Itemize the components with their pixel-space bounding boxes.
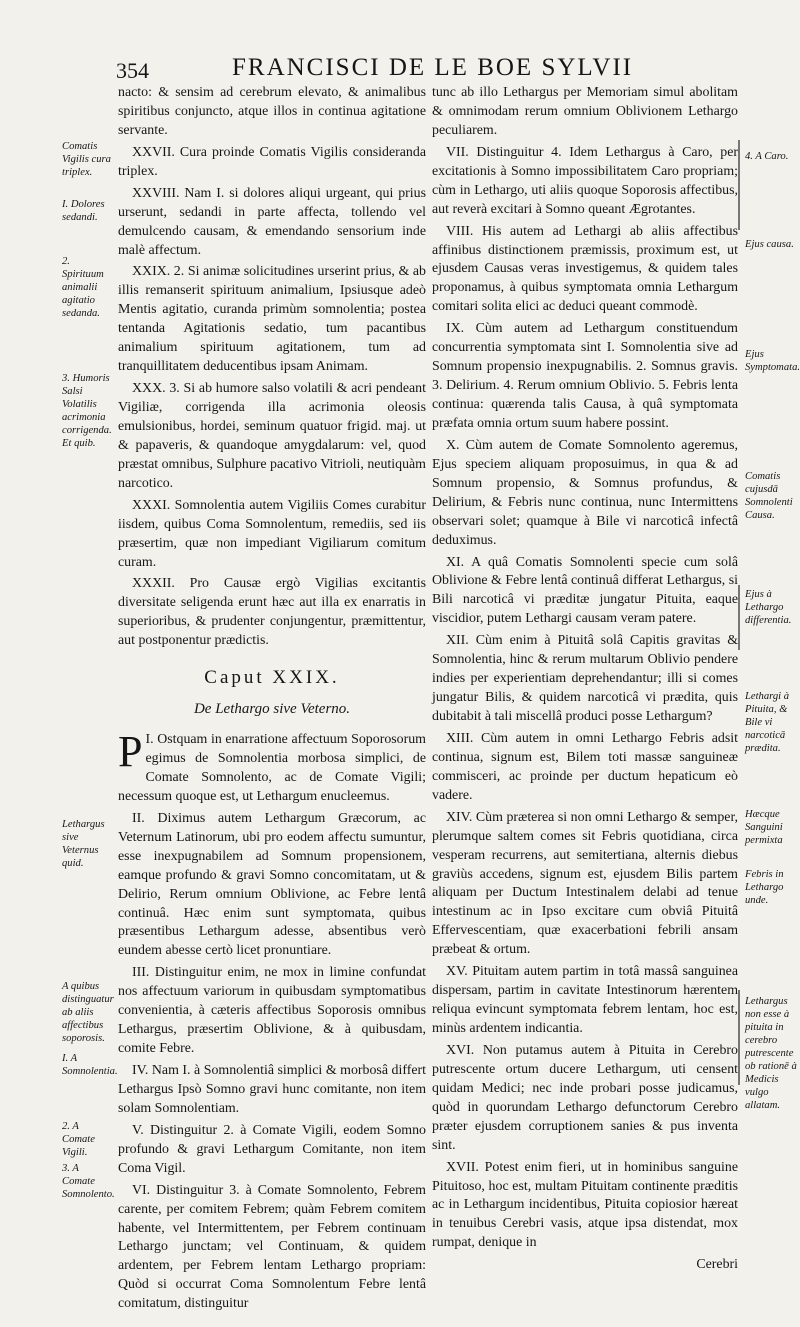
paragraph: III. Distinguitur enim, ne mox in limine confundat nos affectuum variorum in quibusdam symptomatibus convenientia, à cæteris affectibus Soporosis omnibus Lethargus, præsertim Oblivione, & à quibusdam, comite Febre.: [118, 965, 426, 1057]
paragraph: VIII. His autem ad Lethargi ab aliis affectibus affinibus distinctionem præmissis, proximum est, ut ejusdem Causas veras investigemus, & quidem tales proponamus, à quibus symptomata omnia Lethargum comitari solita elici ac deduci queant commodè.: [432, 223, 738, 315]
paragraph: XXX. 3. Si ab humore salso volatili & acri pendeant Vigiliæ, corrigenda illa acrimonia oleosis emulsionibus, hordei, seminum quatuor frigid. maj. ut & papaveris, & quandoque amygdalarum: vel, quod præstat omnibus, Sulphure pacativo Vitrioli, neutiquàm narcotico.: [118, 381, 426, 491]
paragraph: XXVIII. Nam I. si dolores aliqui urgeant, qui prius urserunt, sedandi in parte affecta, tollendo vel demulcendo causam, & emendando sensorium inde malè affectum.: [118, 185, 426, 258]
paragraph: XXVII. Cura proinde Comatis Vigilis considerandа triplex.: [118, 144, 426, 179]
margin-note: Hæcque Sanguini permixta: [745, 809, 783, 846]
catchword: Cerebri: [696, 1257, 738, 1273]
paragraph: VII. Distinguitur 4. Idem Lethargus à Caro, per excitationis à Somno impossibilitatem Caro propriam; cùm in Lethargo, uti aliis quoque Soporosis affectibus, aut reverà excitari à Somno queant Ægrotantes.: [432, 144, 738, 217]
paragraph: XXXI. Somnolentia autem Vigiliis Comes curabitur iisdem, quibus Coma Somnolentum, remediis, sed iis præsertim, quæ non impediant Vigiliarum comitum curam.: [118, 497, 426, 570]
drop-cap: P: [118, 727, 143, 777]
paragraph: IV. Nam I. à Somnolentiâ simplici & morbosâ differt Lethargus Ipsò Somno gravi hunc comitante, non item solam Somnolentiam.: [118, 1063, 426, 1116]
paragraph: XIV. Cùm præterea si non omni Lethargo & semper, plerumque saltem comes sit Febris quotidiana, circa vesperam recurrens, aut semitertiana, alternis diebus graviùs accedens, signum est, ejusdem Bilis partem aliquam per Ductum Intestinalem delabi ad tenue intestinum ac in Ipso excitare cum obviâ Pituitâ Effervescentiam, quæ exacerbationi febrili ansam præbeat & ortum.: [432, 809, 738, 958]
paragraph: XXIX. 2. Si animæ solicitudines urserint prius, & ab illis remanserit spirituum animalium, Ipsiusque adeò Mentis agitatio, curanda primùm somnolentia; postea tentanda Agitationis sedatio, tum pacantibus animalium spirituum agitationem, tum ad tranquillitatem deducentibus ipsam Animam.: [118, 264, 426, 375]
margin-rule: [738, 990, 740, 1085]
paragraph-first: [118, 727, 426, 807]
paragraph: tunc ab illo Lethargus per Memoriam simul abolitam & omnimodam rerum omnium Oblivionem Lethargo peculiarem.: [432, 85, 738, 138]
running-header: [0, 52, 800, 86]
margin-note: 2. A Comate Vigili.: [62, 1121, 95, 1158]
paragraph: nacto: & sensim ad cerebrum elevato, & animalibus spiritibus conjuncto, atque illos in continua agitatione servante.: [118, 85, 426, 138]
page-number: 354: [116, 58, 149, 83]
margin-note: Lethargus non esse à pituita in cerebro putrescente ob rationē à Medicis vulgo allatam.: [745, 996, 797, 1111]
paragraph: XIII. Cùm autem in omni Lethargo Febris adsit continua, signum est, Bilem toti massæ sanguineæ commisceri, ac proinde per ductum hepaticum eò vadere.: [432, 730, 738, 803]
paragraph: V. Distinguitur 2. à Comate Vigili, eodem Somno profundo & gravi Lethargum Comitante, non item Coma Vigil.: [118, 1122, 426, 1176]
left-column: [118, 84, 426, 1317]
margin-note: A quibus distinguatur ab aliis affectibus soporosis.: [62, 981, 114, 1044]
margin-note: Ejus Symptomata.: [745, 349, 800, 373]
margin-note: 3. Humoris Salsi Volatilis acrimonia corrigenda. Et quib.: [62, 373, 112, 449]
margin-note: Comatis Vigilis cura triplex.: [62, 141, 111, 178]
paragraph-text: I. Ostquam in enarratione affectuum Soporosorum egimus de Somnolentia morbosa simplici, de Comate Somnolento, ac de Comate Vigili; necessum quoque est, ut Lethargum enucleemus.: [118, 732, 426, 804]
margin-note: Febris in Lethargo unde.: [745, 869, 784, 906]
margin-note: Ejus à Lethargo differentia.: [745, 589, 792, 626]
margin-note: Lethargus sive Veternus quid.: [62, 819, 105, 869]
paragraph: XII. Cùm enim à Pituitâ solâ Capitis gravitas & Somnolentia, hinc & rerum multarum Oblivio pendere indies per experientiam deprehendantur; illi si comes jungatur Bilis, & quidem narcoticâ vi prædita, quis dubitabit à tali miscellâ produci posse Lethargum?: [432, 633, 738, 724]
chapter-subtitle: De Lethargo sive Veterno.: [193, 701, 351, 718]
paragraph: XVI. Non putamus autem à Pituita in Cerebro putrescente ortum ducere Lethargum, uti censent quidam Medici; nec inde probari posse judicamus, quòd in quorundam Lethargo defunctorum Cerebro præter ejusdem corruptionem sanies & pus inventa sint.: [432, 1042, 738, 1153]
paragraph: X. Cùm autem de Comate Somnolento ageremus, Ejus speciem aliquam proposuimus, in qua & ad Somnum propensio, & Somnus profundus, & Delirium, & Febris nunc continua, nunc Intermittens observari solet; quamque à Bile vi narcoticâ infectâ deduximus.: [432, 437, 738, 548]
margin-note: I. A Somnolentia.: [62, 1053, 118, 1077]
margin-rule: [738, 585, 740, 650]
margin-note: 2. Spirituum animalii agitatio sedanda.: [62, 256, 104, 319]
paragraph: XV. Pituitam autem partim in totâ massâ sanguinea dispersam, partim in cavitate Intestinorum hærentem reliqua evincunt symptomata febrem lentam, hoc est, minùs ardentem indicantia.: [432, 964, 738, 1036]
margin-note: 4. A Caro.: [745, 151, 789, 162]
paragraph: XVII. Potest enim fieri, ut in hominibus sanguine Pituitoso, hoc est, multam Pituitam continente præditis ac in Lethargum incidentibus, Pituita copiosior hæreat in tenuibus Cerebri vasis, atque ipsa distendat, mox rumpat, denique in: [432, 1159, 738, 1251]
paragraph: XI. A quâ Comatis Somnolenti specie cum solâ Oblivione & Febre lentâ continuâ differat Lethargus, si Bili narcoticâ vi præditæ jungatur Pituita, eaque viscidior, putem Lethargi causam veram patere.: [432, 554, 738, 627]
margin-note: 3. A Comate Somnolento.: [62, 1163, 115, 1200]
margin-rule: [738, 140, 740, 230]
margin-note: I. Dolores sedandi.: [62, 199, 105, 223]
margin-note: Ejus causa.: [745, 239, 794, 250]
chapter-heading: Caput XXIX.: [204, 667, 340, 689]
margin-note: Lethargi à Pituita, & Bile vi narcoticā prædita.: [745, 691, 790, 754]
paragraph: II. Diximus autem Lethargum Græcorum, ac Veternum Latinorum, ubi pro eodem affectu sumuntur, esse inexpugnabilem ad Somnum propensionem, eamque profundo & gravi Somno concomitatam, ut & Delirio, Rerum omnium Oblivione, ac Febre lentâ continuâ. Hæc enim sunt symptomata, quibus præsentibus Lethargum adesse, absentibus verò eundem abesse certò licet pronuntiare.: [118, 810, 426, 959]
running-title: FRANCISCI DE LE BOE SYLVII: [232, 54, 634, 81]
paragraph: IX. Cùm autem ad Lethargum constituendum concurrentia symptomata sint I. Somnolentia sive ad Somnum propensio inexpugnabilis. 2. Somnus gravis. 3. Delirium. 4. Rerum omnium Oblivio. 5. Febris lenta continua: quærenda talis Causa, à quâ symptomata præfata omnia ortum suum habere possint.: [432, 321, 738, 431]
paragraph: XXXII. Pro Causæ ergò Vigilias excitantis diversitate seligenda erunt hæc aut illa ex enarratis in superioribus, & prudenter conjungentur, præmittentur, aut postponentur prædictis.: [118, 576, 426, 649]
paragraph: VI. Distinguitur 3. à Comate Somnolento, Febrem carente, per comitem Febrem; quàm Febrem comitem habente, vel Intermittentem, per Febrem continuam Lethargo junctam; vel Continuam, & quidem ardentem, per Febrem lentam Lethargo propriam: Quòd si occurrat Coma Somnolentum Febre lentâ comitatum, distinguitur: [118, 1182, 426, 1312]
right-column: [432, 84, 738, 1275]
margin-note: Comatis cujusdā Somnolenti Causa.: [745, 471, 793, 521]
